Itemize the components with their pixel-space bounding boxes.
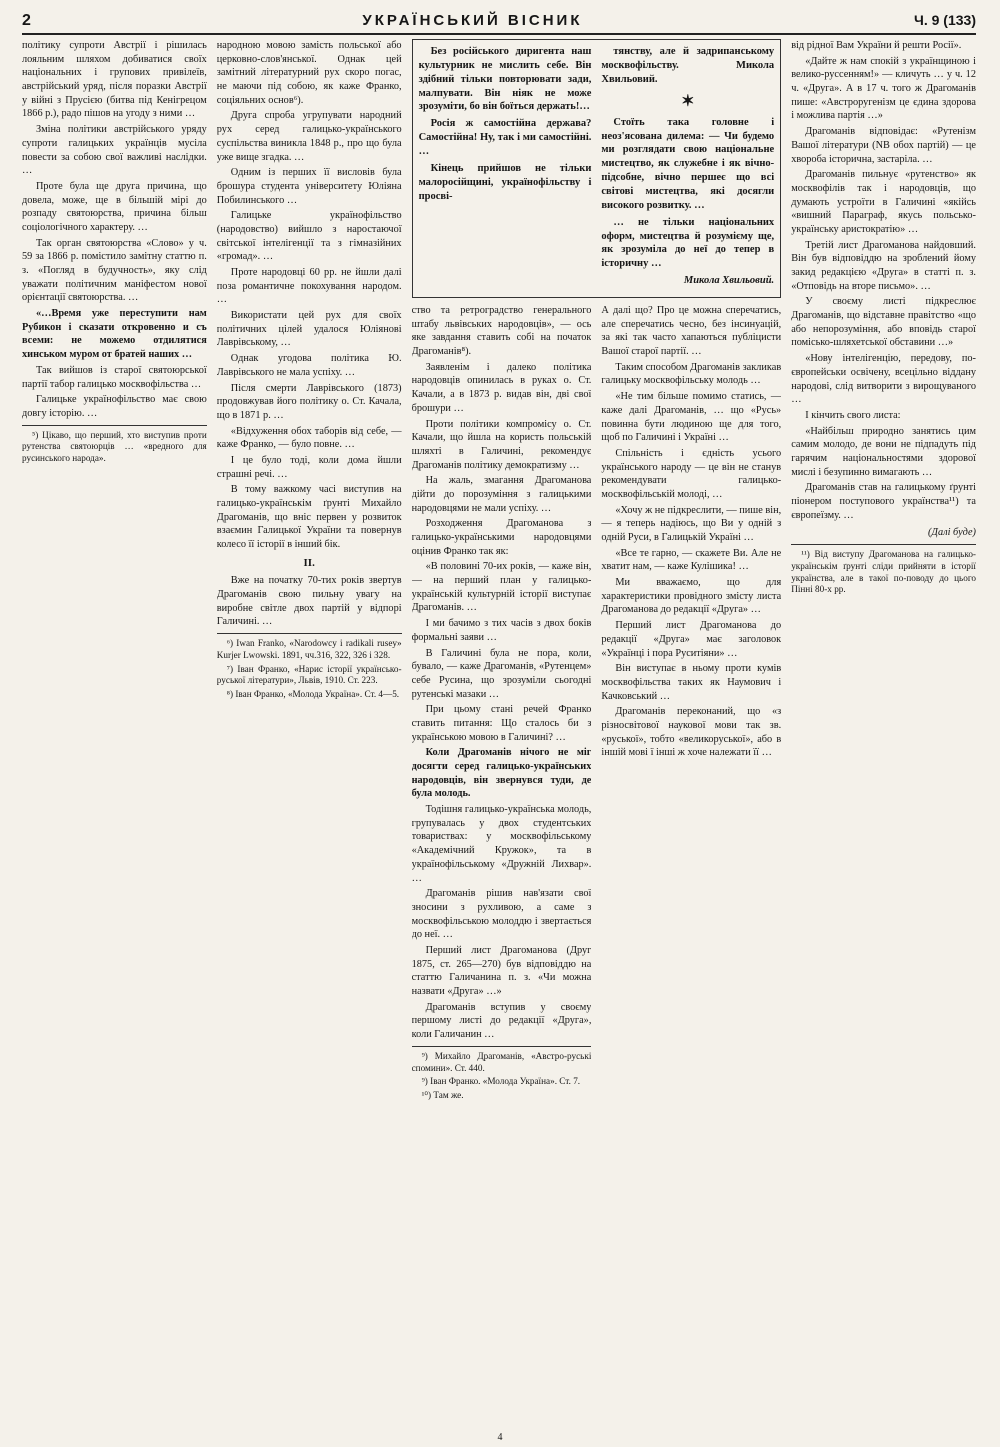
footnote-divider bbox=[22, 425, 207, 426]
footnote: ⁵) Цікаво, що перший, хто виступив проти рутенства святоюрців … «вредного для русинського народа». bbox=[22, 429, 207, 464]
paragraph: Заявленім і далеко політика народовців опинилась в руках о. Ст. Качали, а в 1873 р. видав він, дві свої брошури … bbox=[411, 361, 592, 414]
paragraph: Драгоманів вступив у своєму першому листі до редакції «Друга», коли Галичанин … bbox=[411, 1001, 592, 1041]
paragraph: Драгоманів рішив нав'язати свої зносини з рухливою, а саме з москвофільською молоддю і звертається до неї. … bbox=[411, 888, 592, 941]
paragraph: Ми вважаємо, що для характеристики провідного змісту листа Драгоманова до редакції «Друга» … bbox=[601, 577, 782, 616]
col3-footnotes bbox=[412, 1051, 592, 1102]
paragraph: Зміна політики австрійського уряду супроти галицьких українців мусіла повести за собою свої важливі наслідки. … bbox=[22, 124, 207, 177]
quote-paragraph: «…Время уже переступити нам Рубикон і сказати откровенно и съ всеми: не можемо отдилятися хинськом муром от братей наших … bbox=[22, 308, 207, 361]
paragraph: Так орган святоюрства «Слово» у ч. 59 за 1866 р. помістило замітну статтю п. з. «Погляд в будучность», яку слід уважати політичним маніфестом нової орієнтації святоюрства. … bbox=[22, 237, 207, 304]
paragraph: І кінчить свого листа: bbox=[805, 409, 901, 421]
quote-paragraph: Кінець прийшов не тільки малоросійщині, українофільству і просві- bbox=[418, 162, 592, 202]
paragraph: «Хочу ж не підкреслити, — пише він, — я теперь надіюсь, що Ви у одній з одній Руси, в Галицькій Україні … bbox=[601, 504, 782, 543]
paragraph: При цьому стані речей Франко ставить питання: Що сталось би з українською мовою в Галичині? … bbox=[411, 704, 592, 743]
footnote: ⁸) Іван Франко, «Молода Україна». Ст. 4—5. bbox=[226, 689, 400, 700]
paragraph: Таким способом Драгоманів закликав галицьку москвофільську молодь … bbox=[601, 361, 782, 387]
paragraph: І це було тоді, коли дома йшли страшні речі. … bbox=[216, 454, 402, 480]
wide-bottom-columns bbox=[412, 304, 782, 1399]
paragraph: Галицьке українофільство має свою довгу історію. … bbox=[22, 394, 207, 419]
paragraph: «В половині 70-их років, — каже він, — на перший план у галицько-українській культурній історії виступає Драгоманів. … bbox=[411, 561, 592, 614]
footnote-divider bbox=[217, 633, 402, 634]
columns bbox=[22, 39, 976, 1399]
paragraph: Перший лист Драгоманова (Друг 1875, ст. 265—270) був відповіддю на статтю Галичанина п. з. «Чи можна назвати «Друга» …» bbox=[411, 944, 592, 997]
newspaper-title: УКРАЇНСЬКИЙ ВІСНИК bbox=[362, 12, 583, 29]
paragraph: Галицьке українофільство (народовство) вийшло з наростаючої світської інтелігенції та з гімназійних «громад». … bbox=[216, 210, 402, 263]
column-2 bbox=[217, 39, 402, 1399]
paragraph: «Все те гарно, — скажете Ви. Але не хватит нам, — каже Кулішика! … bbox=[601, 547, 782, 573]
paragraph: Драгоманів пильнує «рутенство» як москвофілів так і народовців, що думають устроїти в Галичині «якійсь «вишний Параграф, якусь польсько-українську аристократію» … bbox=[791, 169, 976, 235]
wide-section bbox=[412, 39, 782, 1399]
issue-number: Ч. 9 (133) bbox=[914, 12, 976, 28]
paragraph: ство та ретроградство генерального штабу львівських народовців», — ось яке завдання ставить собі на початок Драгоманів⁸). bbox=[411, 305, 592, 358]
footnote: ⁶) Iwan Franko, «Narodowcy i radikali rusey» Kurjer Lwowski. 1891, чч.316, 322, 326 і 328. bbox=[216, 638, 402, 660]
continued-note: (Далі буде) bbox=[928, 527, 976, 539]
bottom-page-mark: 4 bbox=[497, 1432, 503, 1443]
quote-paragraph: Без російського диригента наш культурник не мислить себе. Він здібний тільки повторювати зади, малпувати. Він ніяк не може зрозуміти, бо він боїться держать!… bbox=[418, 46, 592, 113]
signature: Микола Хвильовий. bbox=[683, 275, 775, 287]
paragraph: Вже на початку 70-тих років звертув Драгоманів свою пильну увагу на виробне світле двох партій у відпорі Галичині. … bbox=[216, 575, 402, 628]
paragraph: Однак угодова політика Ю. Лаврівського не мала успіху. … bbox=[216, 353, 402, 378]
star-separator-icon: ✶ bbox=[681, 92, 695, 110]
column-5 bbox=[791, 39, 976, 1399]
column-4 bbox=[601, 304, 781, 1399]
paragraph: Він виступає в ньому проти кумів москвофільства таких як Наумович і Качковський … bbox=[601, 663, 782, 702]
section-heading: II. bbox=[303, 556, 315, 569]
paragraph: Драгоманів відповідає: «Рутенізм Вашої літератури (NB обох партій) — це хвороба історична, застаріла. … bbox=[791, 126, 976, 165]
paragraph: Розходження Драгоманова з галицько-українськими народовцями оцінив Франко так як: bbox=[411, 518, 592, 557]
paragraph: Коли Драгоманів нічого не міг досягти серед галицько-українських народовців, він звернувся туди, де була молодь. bbox=[411, 747, 592, 800]
paragraph: На жаль, змагання Драгоманова дійти до порозуміння з галицькими народовцями не мали успіху. … bbox=[411, 475, 592, 514]
paragraph: Проте народовці 60 рр. не йшли далі поза романтичне покохування народом. … bbox=[216, 267, 402, 306]
paragraph: Так вийшов із старої святоюрської партії табор галицько москвофільства … bbox=[22, 364, 207, 390]
paragraph: Драгоманів переконаний, що «з різносвітової наукової мови так зв. «руської», тобто «великоруської», або в іншій мові ї інші ж хоче належати її … bbox=[601, 706, 782, 759]
hvylovyi-quote-box bbox=[412, 39, 782, 298]
quote-paragraph: Росія ж самостійна держава? Самостійна! Ну, так і ми самостійні. … bbox=[418, 118, 592, 158]
paragraph: Спільність і єдність усього українського народу — це він не станув рекомендувати галицько-москвофільській молоді, … bbox=[601, 447, 782, 500]
column-3 bbox=[412, 304, 592, 1399]
footnote-divider bbox=[791, 544, 976, 545]
col1-body bbox=[22, 39, 207, 421]
column-1 bbox=[22, 39, 207, 1399]
footnote: ⁹) Михайло Драгоманів, «Австро-руські спомини». Ст. 440. bbox=[411, 1050, 592, 1073]
paragraph: В Галичині була не пора, коли, бувало, — каже Драгоманів, «Рутенцем» себе Русина, що зрозуміли сьогодні рутенські мазаки … bbox=[411, 647, 592, 700]
footnote: ¹¹) Від виступу Драгоманова на галицько-українськім ґрунті сліди прийняти в історії українства, але в такої по-поводу до цього Пінні 80-х рр. bbox=[791, 549, 976, 595]
col1-footnotes bbox=[22, 430, 207, 465]
paragraph: «Нову інтелігенцію, передову, по-європейськи освічену, всецільно віддану народові, слід витворити з вирощуваного … bbox=[791, 353, 976, 406]
paragraph: Одним із перших її висловів була брошура студента університету Юліяна Побилинського … bbox=[216, 167, 402, 206]
quote-paragraph: Стоїть така головне і неоз'ясована дилема: — Чи будемо ми розглядати свою національне мистецтво, як служебне і як вічно-підсобне, вічно першеє що всі світові мистецтва, які досягли високого розвитку. … bbox=[601, 116, 775, 211]
paragraph: Драгоманів став на галицькому ґрунті піонером поступового українства¹¹) та європеїзму. … bbox=[791, 482, 976, 521]
paragraph: В тому важкому часі виступив на галицько-українськім ґрунті Михайло Драгоманів, що вніс первен у розвиток взаємин Галицької України та повернув колесо її історії в інший бік. bbox=[216, 484, 402, 551]
paragraph: Перший лист Драгоманова до редакції «Друга» має заголовок «Українці і пора Руситіяни» … bbox=[601, 620, 782, 659]
paragraph: У своєму листі підкреслює Драгоманів, що відставне правітство «що або непорозуміння, або вповідь старої помісько-шляхетської обставини …» bbox=[791, 296, 976, 349]
footnote: ¹⁰) Там же. bbox=[421, 1090, 464, 1101]
quote-right bbox=[601, 45, 774, 292]
footnote: ⁷) Іван Франко, «Нарис історії українсько-руської літератури», Львів, 1910. Ст. 223. bbox=[216, 663, 402, 686]
paragraph: «Дайте ж нам спокій з українщиною і велико-руссенням!» — кличуть … у ч. 12 ч. «Друга». А в 17 ч. того ж Драгоманів пише: «Австроругенізм це єдина здорова і можлива партія …» bbox=[791, 55, 976, 122]
quote-paragraph: … не тільки національних оформ, мистецтва й розумієму ще, як зрозуміла до неї до тепер в історичну … bbox=[601, 216, 775, 270]
paragraph: Після смерти Лаврівського (1873) продовжував його політику о. Ст. Качала, що в 1871 р. … bbox=[216, 382, 402, 421]
col2-footnotes bbox=[217, 638, 402, 701]
paragraph: Третій лист Драгоманова найдовший. Він був відповіддю на зроблений йому закид редакцією «Друга» в статті п. з. «Отповідь на вторе письмо». … bbox=[791, 239, 976, 292]
page-number: 2 bbox=[22, 12, 31, 29]
paragraph: «Найбільш природно занятись цим самим молодо, де вони не підпадуть під гарячим національностями здорової мислі і безупинно вимагають … bbox=[791, 425, 976, 478]
paragraph: А далі що? Про це можна сперечатись, але сперечатись чесно, без інсинуацій, за які так часто хапаються публіцисти Вашої старої партії. … bbox=[601, 305, 782, 358]
paragraph: Друга спроба угрупувати народний рух серед галицько-українського суспільства виникла 1848 р., про що була уже вище згадка. … bbox=[216, 110, 402, 163]
col5-footnotes bbox=[791, 549, 976, 596]
masthead bbox=[22, 12, 976, 35]
paragraph: «Відхуження обох таборів від себе, — каже Франко, — було повне. … bbox=[216, 425, 402, 451]
paragraph: Проте була ще друга причина, що довела, може, ще в більшій мірі до розпаду святоюрства, причина більш соціологічного характеру. … bbox=[22, 180, 207, 233]
paragraph: «Не тим більше помимо статись, — каже далі Драгоманів, … що «Русь» повинна бути людиною ще для того, щоб по Галичині і Україні … bbox=[601, 391, 782, 444]
paragraph: політику супроти Австрії і рішилась лояльним шляхом добиватися своїх національних і групових привілеїв, австрійський уряд, після поразки Австрії у війні з Прусією (битва під Кенігрецом 1866 р.), радо пішов на угоду з ними … bbox=[22, 40, 207, 120]
quote-left bbox=[419, 45, 592, 292]
quote-paragraph: тянству, але й задрипанському москвофільству. Микола Хвильовий. bbox=[601, 46, 775, 85]
footnote-divider bbox=[412, 1046, 592, 1047]
paragraph: народною мовою замість польської або церковно-слов'янської. Однак цей замітний літературний рух скоро погас, не маючи під собою, як каже Франко, соціяльних основ⁶). bbox=[216, 40, 402, 106]
paragraph: Використати цей рух для своїх політичних цілей удалося Юліянові Лаврівському, … bbox=[216, 310, 402, 349]
paragraph: І ми бачимо з тих часів з двох боків формальні заяви … bbox=[411, 618, 592, 643]
paragraph: Проти політики компромісу о. Ст. Качали, що йшла на користь польській шляхті в Галичині, рекомендує Драгоманів політику демократизму … bbox=[411, 418, 592, 471]
paragraph: від рідної Вам України й решти Росії». bbox=[791, 40, 962, 51]
paragraph: Тодішня галицько-українська молодь, групувалась у двох студентських товариствах: у москвофільському «Академічний Кружок», та в українофільському «Дружній Лихвар». … bbox=[411, 804, 592, 884]
footnote: ⁹) Іван Франко. «Молода Україна». Ст. 7. bbox=[421, 1076, 581, 1087]
